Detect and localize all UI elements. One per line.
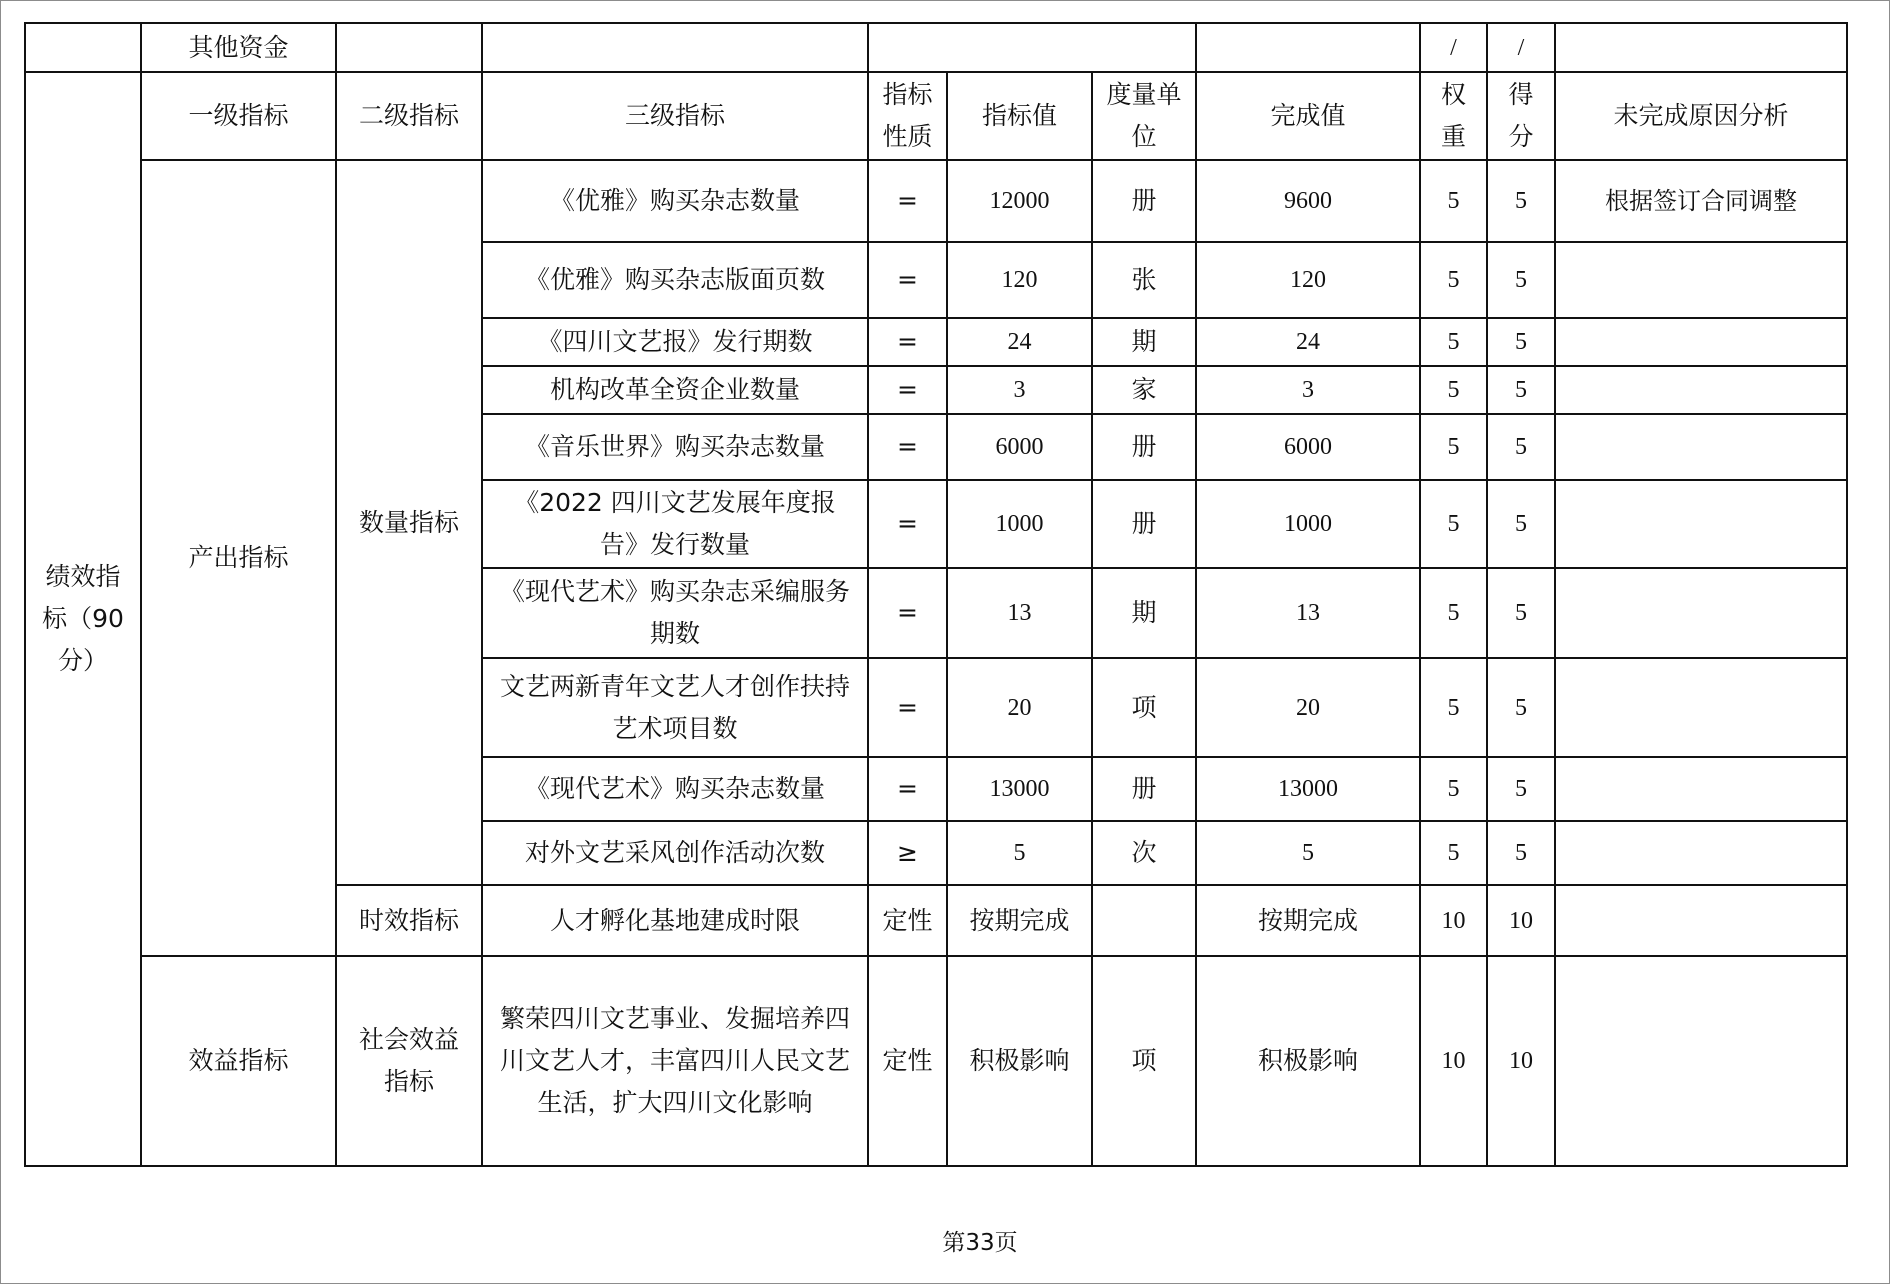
nature-cell: = [868,568,947,658]
nature-cell: = [868,160,947,242]
nature-cell: = [868,757,947,821]
timeliness-indicator-group: 时效指标 [336,885,482,956]
target-cell: 3 [947,366,1092,414]
actual-cell: 20 [1196,658,1420,757]
empty-cell [868,23,1196,72]
weight-cell: 5 [1420,242,1487,318]
empty-cell [1092,885,1196,956]
target-cell: 6000 [947,414,1092,480]
empty-cell [336,23,482,72]
weight-cell: 5 [1420,757,1487,821]
target-cell: 20 [947,658,1092,757]
nature-cell: = [868,242,947,318]
actual-cell: 120 [1196,242,1420,318]
social-benefit-indicator-group: 社会效益 指标 [336,956,482,1166]
empty-cell [1555,366,1847,414]
indicator-cell: 繁荣四川文艺事业、发掘培养四 川文艺人才，丰富四川人民文艺 生活，扩大四川文化影响 [482,956,868,1166]
empty-cell [1555,23,1847,72]
weight-cell: 5 [1420,160,1487,242]
target-cell: 120 [947,242,1092,318]
score-cell: 5 [1487,821,1555,885]
score-cell: 10 [1487,956,1555,1166]
empty-cell [1555,821,1847,885]
empty-cell [482,23,868,72]
score-cell: 5 [1487,318,1555,366]
benefit-indicator-group: 效益指标 [141,956,336,1166]
nature-cell: = [868,480,947,568]
target-cell: 24 [947,318,1092,366]
nature-cell: = [868,318,947,366]
target-cell: 积极影响 [947,956,1092,1166]
actual-cell: 13 [1196,568,1420,658]
unit-cell: 家 [1092,366,1196,414]
header-weight: 权 重 [1420,72,1487,160]
reason-cell: 根据签订合同调整 [1555,160,1847,242]
empty-cell [1555,414,1847,480]
indicator-cell: 对外文艺采风创作活动次数 [482,821,868,885]
score-cell: 5 [1487,366,1555,414]
nature-cell: ≥ [868,821,947,885]
unit-cell: 期 [1092,318,1196,366]
header-reason: 未完成原因分析 [1555,72,1847,160]
indicator-cell: 《现代艺术》购买杂志数量 [482,757,868,821]
target-cell: 5 [947,821,1092,885]
output-indicator-group: 产出指标 [141,160,336,956]
weight-cell: 5 [1420,318,1487,366]
header-level2: 二级指标 [336,72,482,160]
quantity-indicator-group: 数量指标 [336,160,482,885]
score-cell: 5 [1487,242,1555,318]
nature-cell: = [868,366,947,414]
actual-cell: 1000 [1196,480,1420,568]
empty-cell [25,23,141,72]
weight-cell: 5 [1420,658,1487,757]
indicator-cell: 机构改革全资企业数量 [482,366,868,414]
weight-cell: 5 [1420,821,1487,885]
weight-cell: 10 [1420,956,1487,1166]
empty-cell [1555,242,1847,318]
header-row [25,72,1847,160]
unit-cell: 册 [1092,160,1196,242]
header-level3: 三级指标 [482,72,868,160]
target-cell: 按期完成 [947,885,1092,956]
nature-cell: = [868,658,947,757]
indicator-cell: 《优雅》购买杂志数量 [482,160,868,242]
score-cell: 10 [1487,885,1555,956]
actual-cell: 13000 [1196,757,1420,821]
actual-cell: 24 [1196,318,1420,366]
unit-cell: 次 [1092,821,1196,885]
nature-cell: 定性 [868,956,947,1166]
empty-cell [1555,757,1847,821]
indicator-cell: 文艺两新青年文艺人才创作扶持 艺术项目数 [482,658,868,757]
empty-cell [1555,318,1847,366]
weight-cell: 5 [1420,568,1487,658]
nature-cell: = [868,414,947,480]
funding-weight-cell: / [1420,23,1487,72]
header-nature: 指标 性质 [868,72,947,160]
performance-indicator-table [24,22,1848,1167]
indicator-cell: 《音乐世界》购买杂志数量 [482,414,868,480]
empty-cell [1555,568,1847,658]
funding-label-cell: 其他资金 [141,23,336,72]
unit-cell: 册 [1092,757,1196,821]
score-cell: 5 [1487,480,1555,568]
score-cell: 5 [1487,160,1555,242]
header-actual: 完成值 [1196,72,1420,160]
target-cell: 1000 [947,480,1092,568]
table-row [25,160,1847,242]
target-cell: 13 [947,568,1092,658]
indicator-cell: 《现代艺术》购买杂志采编服务 期数 [482,568,868,658]
unit-cell: 项 [1092,658,1196,757]
empty-cell [1555,885,1847,956]
indicator-cell: 《2022 四川文艺发展年度报 告》发行数量 [482,480,868,568]
empty-cell [1555,956,1847,1166]
indicator-cell: 人才孵化基地建成时限 [482,885,868,956]
header-unit: 度量单 位 [1092,72,1196,160]
weight-cell: 5 [1420,414,1487,480]
section-label-cell: 绩效指 标（90 分） [25,72,141,1166]
unit-cell: 项 [1092,956,1196,1166]
unit-cell: 张 [1092,242,1196,318]
table-row [25,956,1847,1166]
target-cell: 12000 [947,160,1092,242]
empty-cell [1555,658,1847,757]
funding-score-cell: / [1487,23,1555,72]
score-cell: 5 [1487,414,1555,480]
actual-cell: 6000 [1196,414,1420,480]
header-level1: 一级指标 [141,72,336,160]
indicator-cell: 《四川文艺报》发行期数 [482,318,868,366]
weight-cell: 10 [1420,885,1487,956]
page-number: 第33页 [942,1230,1018,1256]
weight-cell: 5 [1420,366,1487,414]
actual-cell: 按期完成 [1196,885,1420,956]
indicator-cell: 《优雅》购买杂志版面页数 [482,242,868,318]
actual-cell: 5 [1196,821,1420,885]
target-cell: 13000 [947,757,1092,821]
score-cell: 5 [1487,757,1555,821]
unit-cell: 期 [1092,568,1196,658]
header-target: 指标值 [947,72,1092,160]
weight-cell: 5 [1420,480,1487,568]
score-cell: 5 [1487,568,1555,658]
actual-cell: 9600 [1196,160,1420,242]
actual-cell: 积极影响 [1196,956,1420,1166]
empty-cell [1555,480,1847,568]
header-score: 得 分 [1487,72,1555,160]
actual-cell: 3 [1196,366,1420,414]
nature-cell: 定性 [868,885,947,956]
funding-row [25,23,1847,72]
empty-cell [1196,23,1420,72]
score-cell: 5 [1487,658,1555,757]
unit-cell: 册 [1092,414,1196,480]
unit-cell: 册 [1092,480,1196,568]
